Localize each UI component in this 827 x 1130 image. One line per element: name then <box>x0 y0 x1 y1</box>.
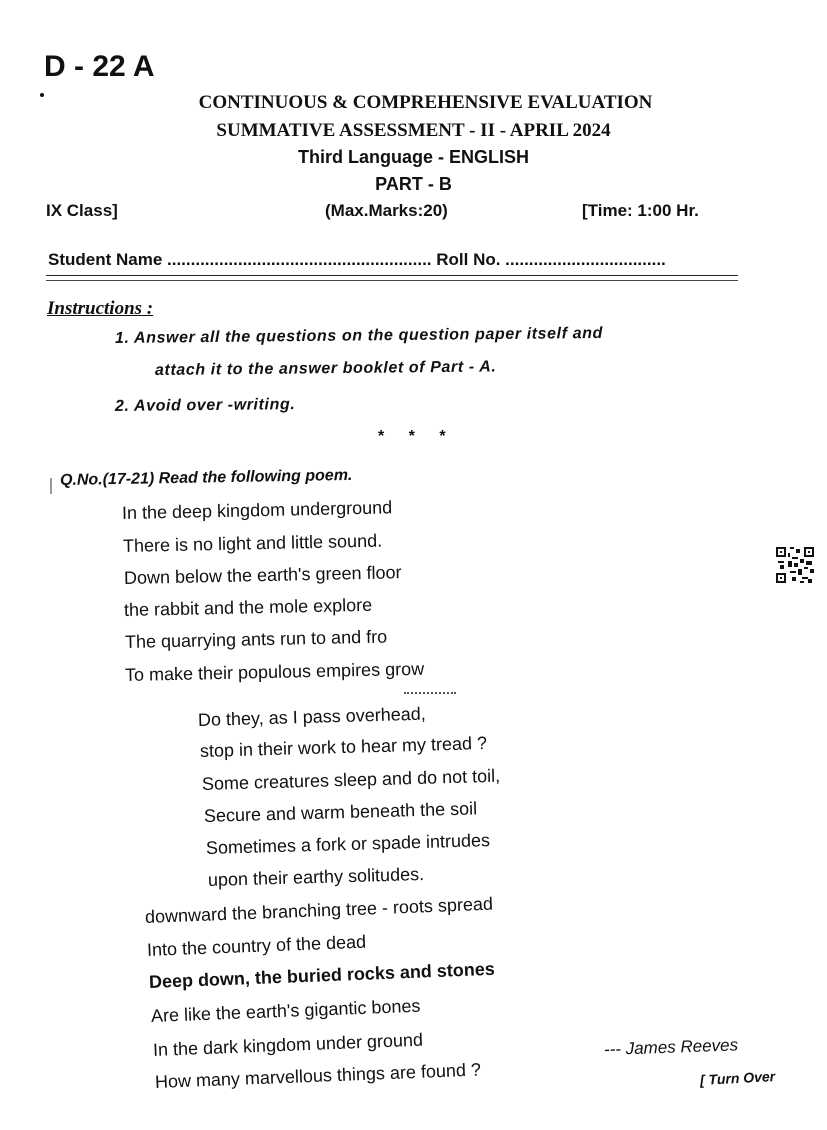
poem-line: stop in their work to hear my tread ? <box>199 732 488 761</box>
margin-mark <box>50 478 52 494</box>
poem-line: Secure and warm beneath the soil <box>203 798 478 826</box>
poem-line: Down below the earth's green floor <box>123 562 402 588</box>
student-name-roll-line: Student Name ........................................................ Roll No. .................................. <box>48 250 666 269</box>
poem-line: Deep down, the buried rocks and stones <box>148 958 496 992</box>
ink-smudge <box>404 692 456 694</box>
time-label: [Time: 1:00 Hr. <box>582 201 699 220</box>
poem-author: --- James Reeves <box>603 1035 739 1059</box>
poem-line: To make their populous empires grow <box>124 658 425 685</box>
instructions-heading: Instructions : <box>47 298 154 319</box>
poem-line: The quarrying ants run to and fro <box>124 626 388 652</box>
instruction-item-1-cont: attach it to the answer booklet of Part - A. <box>154 358 497 379</box>
poem-line: Are like the earth's gigantic bones <box>150 995 421 1026</box>
instruction-item-2: 2. Avoid over -writing. <box>114 396 296 415</box>
part-title: PART - B <box>375 174 452 194</box>
divider-rule-secondary <box>46 280 738 281</box>
poem-line: In the dark kingdom under ground <box>152 1029 424 1060</box>
poem-line: In the deep kingdom underground <box>121 497 393 523</box>
poem-line: Into the country of the dead <box>146 931 367 960</box>
poem-line: There is no light and little sound. <box>122 530 383 556</box>
poem-line: upon their earthy solitudes. <box>207 863 425 890</box>
turn-over-note: [ Turn Over <box>699 1068 776 1088</box>
poem-line: Some creatures sleep and do not toil, <box>201 765 501 794</box>
subject-title: Third Language - ENGLISH <box>297 147 529 167</box>
poem-line: Do they, as I pass overhead, <box>197 703 426 730</box>
section-separator: * * * <box>378 428 456 445</box>
poem-line: downward the branching tree - roots spread <box>144 893 494 927</box>
instruction-item-1: 1. Answer all the questions on the question paper itself and <box>114 324 603 347</box>
poem-line: How many marvellous things are found ? <box>154 1059 482 1092</box>
poem-line: the rabbit and the mole explore <box>123 594 373 620</box>
poem-line: Sometimes a fork or spade intrudes <box>205 830 491 858</box>
max-marks-label: (Max.Marks:20) <box>325 201 448 220</box>
divider-rule <box>46 275 738 276</box>
paper-code: D - 22 A <box>44 50 155 83</box>
question-heading: Q.No.(17-21) Read the following poem. <box>59 466 353 489</box>
title-line-1: CONTINUOUS & COMPREHENSIVE EVALUATION <box>198 92 653 113</box>
qr-code-icon <box>776 547 814 583</box>
class-label: IX Class] <box>46 201 118 220</box>
title-line-2: SUMMATIVE ASSESSMENT - II - APRIL 2024 <box>216 120 611 141</box>
